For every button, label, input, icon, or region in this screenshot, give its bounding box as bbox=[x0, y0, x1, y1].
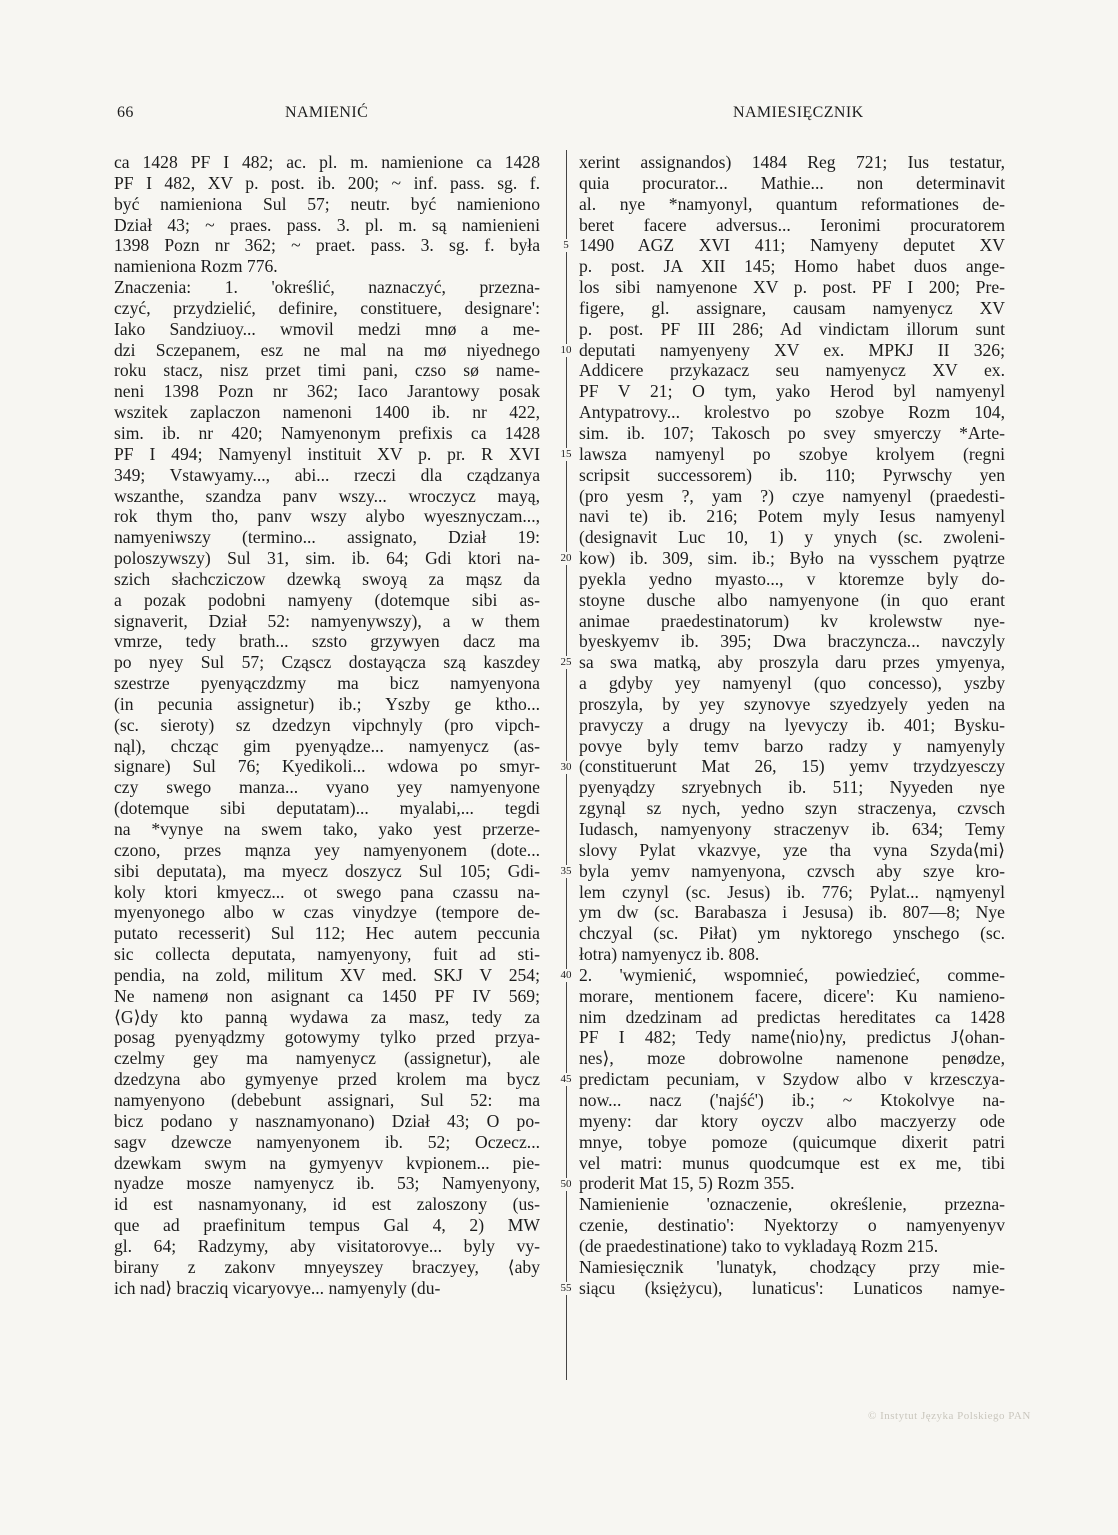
text-line: Namiesięcznik 'lunatyk, chodzący przy mie- bbox=[579, 1256, 1005, 1277]
text-line: sic collecta deputata, namyenyony, fuit ad sti- bbox=[114, 944, 540, 965]
text-line: sa swa matką, aby proszyla daru przes ymyenya, bbox=[579, 652, 1005, 673]
text-line: predictam pecuniam, v Szydow albo v krzesczya- bbox=[579, 1069, 1005, 1090]
text-line: czyć, przydzielić, definire, constituere, designare': bbox=[114, 297, 540, 318]
text-line: myenyonego albo w czas vinydzye (tempore de- bbox=[114, 902, 540, 923]
text-line: p. post. PF III 286; Ad vindictam illorum sunt bbox=[579, 318, 1005, 339]
text-line: proderit Mat 15, 5) Rozm 355. bbox=[579, 1173, 795, 1194]
text-line: vel matri: munus quodcumque est ex me, tibi bbox=[579, 1152, 1005, 1173]
text-line: (in pecunia assignetur) ib.; Yszby ge ktho... bbox=[114, 693, 540, 714]
text-line: que ad praefinitum tempus Gal 4, 2) MW bbox=[114, 1215, 540, 1236]
text-line: czono, przes mąnza yey namyenyonem (dote... bbox=[114, 839, 540, 860]
text-line: xerint assignandos) 1484 Reg 721; Ius testatur, bbox=[579, 152, 1005, 172]
text-line: PF I 494; Namyenyl instituit XV p. pr. R XVI bbox=[114, 443, 540, 464]
text-line: 1490 AGZ XVI 411; Namyeny deputet XV bbox=[579, 235, 1005, 256]
text-line: Dział 43; ~ praes. pass. 3. pl. m. są namienieni bbox=[114, 214, 540, 235]
text-line: koly ktori kmyecz... ot swego pana czassu na- bbox=[114, 881, 540, 902]
text-line: stoyne dusche albo namyenyone (in quo erant bbox=[579, 589, 1005, 610]
text-line: id est nasnamyonany, id est zaloszony (us- bbox=[114, 1194, 540, 1215]
line-number: 25 bbox=[553, 656, 579, 669]
text-line: now... nacz ('najść') ib.; ~ Ktokolvye na- bbox=[579, 1089, 1005, 1110]
text-line: Znaczenia: 1. 'określić, naznaczyć, przezna- bbox=[114, 277, 540, 298]
text-line: po nyey Sul 57; Cząscz dostayącza szą kaszdey bbox=[114, 652, 540, 673]
text-line: pyenyądzy szryebnych ib. 511; Nyyeden nye bbox=[579, 777, 1005, 798]
text-line: Iako Sandziuoy... wmovil medzi mnø a me- bbox=[114, 318, 540, 339]
text-line: czy swego manza... vyano yey namyenyone bbox=[114, 777, 540, 798]
text-line: deputati namyenyeny XV ex. MPKJ II 326; bbox=[579, 339, 1005, 360]
text-line: 1398 Pozn nr 362; ~ praet. pass. 3. sg. f. była bbox=[114, 235, 540, 256]
text-line: 349; Vstawyamy..., abi... rzeczi dla cządzanya bbox=[114, 464, 540, 485]
text-line: posag pyenyądzmy gotowymy tylko przed przya- bbox=[114, 1027, 540, 1048]
line-number: 55 bbox=[553, 1282, 579, 1295]
text-line: ym dw (sc. Barabasza i Jesusa) ib. 807—8; Nye bbox=[579, 902, 1005, 923]
text-line: birany z zakonv mnyeyszey braczyey, ⟨aby bbox=[114, 1256, 540, 1277]
page-number: 66 bbox=[117, 104, 134, 121]
text-line: myeny: dar ktory oyczv albo maczyerzy ode bbox=[579, 1110, 1005, 1131]
text-line: sim. ib. 107; Takosch po svey smyerczy *Arte- bbox=[579, 422, 1005, 443]
text-line: nąl), chcząc gim pyenyądze... namyenycz (as- bbox=[114, 735, 540, 756]
text-line: Iudasch, namyenyony straczenyv ib. 634; Temy bbox=[579, 819, 1005, 839]
text-line: (de praedestinatione) tako to vykladayą Rozm 215. bbox=[579, 1235, 939, 1256]
text-line: 2. 'wymienić, wspomnieć, powiedzieć, comme- bbox=[579, 964, 1005, 985]
text-line: dzewkam swym na gymyenyv kvpionem... pie- bbox=[114, 1152, 540, 1173]
text-line: Namienienie 'oznaczenie, określenie, przezna- bbox=[579, 1194, 1005, 1215]
text-line: figere, gl. assignare, causam namyenycz XV bbox=[579, 297, 1005, 318]
text-line: byla yemv namyenyona, czvsch aby szye kro- bbox=[579, 860, 1005, 881]
text-line: vmrze, tedy brath... szsto grzywyen dacz ma bbox=[114, 631, 540, 652]
text-line: navi te) ib. 216; Potem myly Iesus namyenyl bbox=[579, 506, 1005, 527]
line-number: 50 bbox=[553, 1178, 579, 1191]
text-line: szich słachcziczow dzewką swoyą za mąsz da bbox=[114, 568, 540, 589]
line-number: 5 bbox=[553, 239, 579, 252]
text-line: roku stacz, nisz przet timi pani, czso sø name- bbox=[114, 360, 540, 381]
text-line: nyadze mosze namyenycz ib. 53; Namyenyony, bbox=[114, 1173, 540, 1194]
watermark: © Instytut Języka Polskiego PAN bbox=[868, 1410, 1031, 1422]
text-line: signaverit, Dział 52: namyenywszy), a w them bbox=[114, 610, 540, 631]
text-line: povye byly temv barzo radzy y namyenyly bbox=[579, 735, 1005, 756]
text-line: ca 1428 PF I 482; ac. pl. m. namienione ca 1428 bbox=[114, 152, 540, 172]
text-line: (constituerunt Mat 26, 15) yemv trzydzyesczy bbox=[579, 756, 1005, 777]
text-line: quia procurator... Mathie... non determinavit bbox=[579, 172, 1005, 193]
text-line: łotra) namyenycz ib. 808. bbox=[579, 944, 760, 965]
text-line: neni 1398 Pozn nr 362; Iaco Jarantowy posak bbox=[114, 381, 540, 402]
text-line: slovy Pylat vkazvye, yze tha vyna Szyda⟨mi⟩ bbox=[579, 839, 1005, 860]
text-line: byeskyemv ib. 395; Dwa braczyncza... navczyly bbox=[579, 631, 1005, 652]
text-line: los sibi namyenone XV p. post. PF I 200; Pre- bbox=[579, 277, 1005, 298]
left-column bbox=[114, 152, 540, 1298]
text-line: pravyczy a drugy na lyevyczy ib. 401; Bysku- bbox=[579, 714, 1005, 735]
text-line: namyenyono (debebunt assignari, Sul 52: ma bbox=[114, 1089, 540, 1110]
line-number: 10 bbox=[553, 344, 579, 357]
text-line: morare, mentionem facere, dicere': Ku namieno- bbox=[579, 985, 1005, 1006]
text-line: animae praedestinatorum) kv krolewstw nye- bbox=[579, 610, 1005, 631]
text-line: beret facere adversus... Ieronimi procuratorem bbox=[579, 214, 1005, 235]
text-line: rok thym tho, panv wszy alybo wyesznyczam..., bbox=[114, 506, 540, 527]
text-line: ⟨G⟩dy kto panną wydawa za masz, tedy za bbox=[114, 1006, 540, 1027]
text-line: nes⟩, moze dobrowolne namenone penødze, bbox=[579, 1048, 1005, 1069]
text-line: Ne namenø non asignant ca 1450 PF IV 569; bbox=[114, 985, 540, 1006]
text-line: dzedzyna abo gymyenye przed krolem ma bycz bbox=[114, 1069, 540, 1090]
text-line: pyekla yedno myasto..., v ktoremze byly do- bbox=[579, 568, 1005, 589]
line-number: 20 bbox=[553, 552, 579, 565]
text-line: namyeniwszy (termino... assignato, Dział 19: bbox=[114, 527, 540, 548]
line-number: 45 bbox=[553, 1073, 579, 1086]
text-line: (dotemque sibi deputatam)... myalabi,... tegdi bbox=[114, 798, 540, 819]
text-line: sagv dzewcze namyenyonem ib. 52; Oczecz... bbox=[114, 1131, 540, 1152]
text-line: kow) ib. 309, sim. ib.; Było na vysschem pyątrze bbox=[579, 548, 1005, 569]
right-column bbox=[579, 152, 1005, 1298]
text-line: mnye, tobye pomoze (quicumque dixerit patri bbox=[579, 1131, 1005, 1152]
right-headword: NAMIESIĘCZNIK bbox=[733, 104, 864, 121]
text-line: wszanthe, szandza panv wszy... wroczycz mayą, bbox=[114, 485, 540, 506]
text-line: (sc. sieroty) sz dzedzyn vipchnyly (pro vipch- bbox=[114, 714, 540, 735]
text-line: PF V 21; O tym, yako Herod byl namyenyl bbox=[579, 381, 1005, 402]
text-line: siącu (księżycu), lunaticus': Lunaticos namye- bbox=[579, 1277, 1005, 1298]
text-line: al. nye *namyonyl, quantum reformationes de- bbox=[579, 193, 1005, 214]
text-line: lawsza namyenyl po szobye krolyem (regni bbox=[579, 443, 1005, 464]
text-line: szestrze pyenyączdzmy ma bicz namyenyona bbox=[114, 673, 540, 694]
text-line: ich nad⟩ bracziq vicaryovye... namyenyly (du- bbox=[114, 1277, 441, 1298]
text-line: (pro yesm ?, yam ?) czye namyenyl (praedesti- bbox=[579, 485, 1005, 506]
text-line: poloszywszy) Sul 31, sim. ib. 64; Gdi ktori na- bbox=[114, 548, 540, 569]
line-number: 40 bbox=[553, 969, 579, 982]
text-line: proszyla, by yey szynovye szyedzyely yeden na bbox=[579, 693, 1005, 714]
line-number: 35 bbox=[553, 865, 579, 878]
text-line: zgynąl sz nych, yedno szyn straczenya, czvsch bbox=[579, 798, 1005, 819]
text-line: scripsit successorem) ib. 110; Pyrwschy yen bbox=[579, 464, 1005, 485]
text-line: putato recesserit) Sul 112; Hec autem peccunia bbox=[114, 923, 540, 944]
text-line: namieniona Rozm 776. bbox=[114, 256, 278, 277]
left-headword: NAMIENIĆ bbox=[285, 104, 369, 121]
text-line: być namieniona Sul 57; neutr. być namieniono bbox=[114, 193, 540, 214]
text-line: Antypatrovy... krolestvo po szobye Rozm 104, bbox=[579, 402, 1005, 423]
text-line: czelmy gey ma namyenycz (assignetur), ale bbox=[114, 1048, 540, 1069]
text-line: signare) Sul 76; Kyedikoli... wdowa po smyr- bbox=[114, 756, 540, 777]
text-line: sibi deputata), ma myecz doszycz Sul 105; Gdi- bbox=[114, 860, 540, 881]
text-line: czenie, destinatio': Nyektorzy o namyenyenyv bbox=[579, 1215, 1005, 1236]
text-line: (designavit Luc 10, 1) y ynych (sc. zwoleni- bbox=[579, 527, 1005, 548]
text-line: Addicere przykazacz seu namyenycz XV ex. bbox=[579, 360, 1005, 381]
text-line: wszitek zaplaczon namenoni 1400 ib. nr 422, bbox=[114, 402, 540, 423]
text-line: PF I 482; Tedy name⟨nio⟩ny, predictus J⟨ohan- bbox=[579, 1027, 1005, 1048]
text-line: p. post. JA XII 145; Homo habet duos ange- bbox=[579, 256, 1005, 277]
text-line: gl. 64; Radzymy, aby visitatorovye... byly vy- bbox=[114, 1235, 540, 1256]
text-line: pendia, na zold, militum XV med. SKJ V 254; bbox=[114, 964, 540, 985]
text-line: dzi Sczepanem, esz ne mal na mø niyednego bbox=[114, 339, 540, 360]
text-line: lem czynyl (sc. Jesus) ib. 776; Pylat... nąmyenyl bbox=[579, 881, 1005, 902]
text-line: sim. ib. nr 420; Namyenonym prefixis ca 1428 bbox=[114, 422, 540, 443]
text-line: a pozak podobni namyeny (dotemque sibi as- bbox=[114, 589, 540, 610]
text-line: na *vynye na swem tako, yako yest przerze- bbox=[114, 819, 540, 839]
text-line: a gdyby yey namyenyl (quo concesso), yszby bbox=[579, 673, 1005, 694]
text-line: PF I 482, XV p. post. ib. 200; ~ inf. pass. sg. f. bbox=[114, 172, 540, 193]
line-number: 30 bbox=[553, 761, 579, 774]
text-line: bicz podano y nasznamyonano) Dział 43; O po- bbox=[114, 1110, 540, 1131]
line-number: 15 bbox=[553, 448, 579, 461]
text-line: chczyal (sc. Piłat) ym nyktorego ynschego (sc. bbox=[579, 923, 1005, 944]
text-line: nim dzedzinam ad predictas hereditates ca 1428 bbox=[579, 1006, 1005, 1027]
